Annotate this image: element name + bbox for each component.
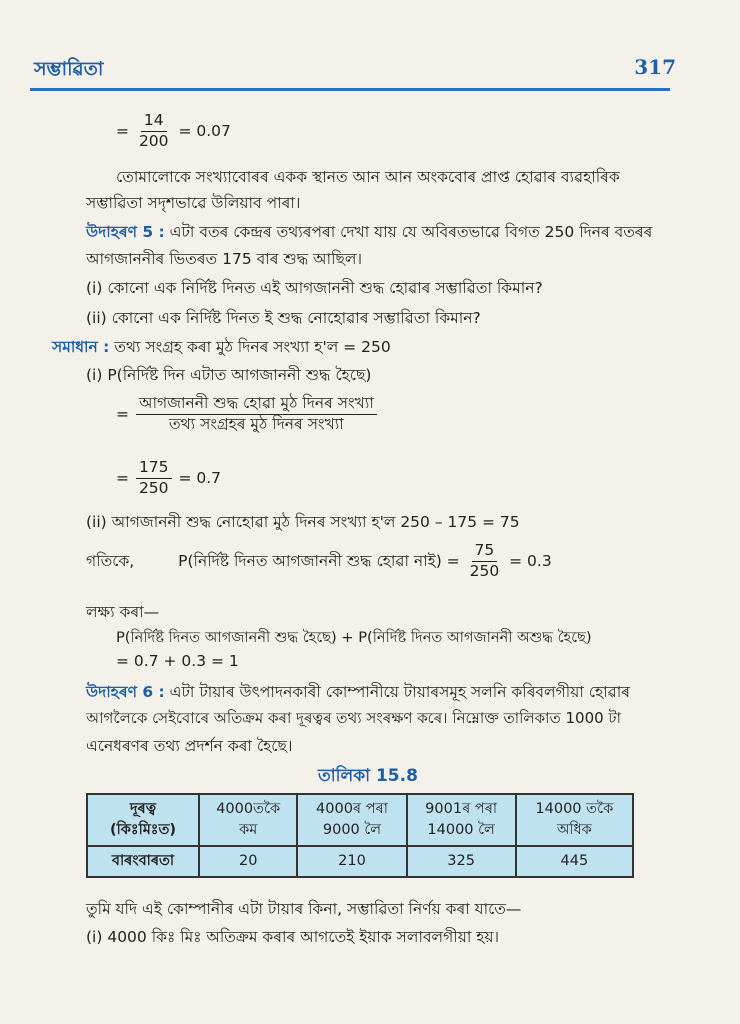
- example-6-label: উদাহৰণ 6 :: [86, 683, 165, 701]
- distance-frequency-table: [86, 793, 634, 878]
- word-fraction-line: = $\frac{\text{আগজাননী শুদ্ধ হোৱা মুঠ দিনৰ সংখ্যা}}{\text{তথ্য সংগ্ৰহৰ মুঠ দিনৰ সংখ্যা}}$: [116, 395, 379, 434]
- example-5-label: উদাহৰণ 5 :: [86, 223, 165, 241]
- example-6-line-1: উদাহৰণ 6 : এটা টায়াৰ উৎপাদনকাৰী কোম্পানীয়ে টায়াৰসমূহ সলনি কৰিবলগীয়া হোৱাৰ: [86, 683, 630, 701]
- paragraph-line: সম্ভাৱিতা সদৃশভাৱে উলিয়াব পাৰা।: [86, 194, 301, 212]
- fraction-175-250-line: = $\frac{175}{250}$ = 0.7: [116, 458, 222, 497]
- note-label: লক্ষ্য কৰা—: [86, 603, 160, 621]
- table-header-cell: 4000ৰ পৰা 9000 লৈ: [297, 794, 406, 846]
- question-i: (i) কোনো এক নিৰ্দিষ্ট দিনত এই আগজাননী শুদ্ধ হোৱাৰ সম্ভাৱিতা কিমান?: [86, 279, 543, 297]
- running-header-title: সম্ভাৱিতা: [34, 58, 104, 80]
- part-ii-line: (ii) আগজাননী শুদ্ধ নোহোৱা মুঠ দিনৰ সংখ্যা হ'ল 250 – 175 = 75: [86, 513, 520, 531]
- fraction-14-200: $\frac{14}{200}$: [138, 111, 169, 150]
- equation-line-1: = $\frac{14}{200}$ = 0.07: [116, 111, 231, 150]
- paragraph-line: তোমালোকে সংখ্যাবোৰৰ একক স্থানত আন আন অংকবোৰ প্ৰাপ্ত হোৱাৰ ব্যৱহাৰিক: [116, 168, 620, 186]
- table-cell: 20: [199, 846, 297, 877]
- table-header-cell: 4000তকৈ কম: [199, 794, 297, 846]
- solution-line: সমাধান : তথ্য সংগ্ৰহ কৰা মুঠ দিনৰ সংখ্যা হ'ল = 250: [52, 338, 391, 356]
- example-6-line-3: এনেধৰণৰ তথ্য প্ৰদৰ্শন কৰা হৈছে।: [86, 737, 293, 755]
- table-header-row: [87, 794, 633, 846]
- probability-expression: (i) P(নিৰ্দিষ্ট দিন এটাত আগজাননী শুদ্ধ হৈছে): [86, 366, 372, 384]
- table-cell: 445: [516, 846, 633, 877]
- table-cell: 210: [297, 846, 406, 877]
- table-cell: 325: [407, 846, 516, 877]
- table-caption: তালিকা 15.8: [318, 766, 418, 786]
- example-5-line-1: উদাহৰণ 5 : এটা বতৰ কেন্দ্ৰৰ তথ্যৰপৰা দেখা যায় যে অবিৰতভাৱে বিগত 250 দিনৰ বতৰৰ: [86, 223, 653, 241]
- word-fraction: $\frac{\text{আগজাননী শুদ্ধ হোৱা মুঠ দিনৰ সংখ্যা}}{\text{তথ্য সংগ্ৰহৰ মুঠ দিনৰ সংখ্যা}}$: [136, 395, 377, 434]
- fraction-175-250: $\frac{175}{250}$: [136, 459, 172, 498]
- table-row: [87, 846, 633, 877]
- table-row-label: বাৰংবাৰতা: [87, 846, 199, 877]
- page-number: 317: [634, 55, 676, 79]
- hence-line: গতিকে, P(নিৰ্দিষ্ট দিনত আগজাননী শুদ্ধ হোৱা নাই) = $\frac{75}{250}$ = 0.3: [86, 541, 552, 580]
- note-line-1: P(নিৰ্দিষ্ট দিনত আগজাননী শুদ্ধ হৈছে) + P(নিৰ্দিষ্ট দিনত আগজাননী অশুদ্ধ হৈছে): [116, 629, 592, 646]
- solution-label: সমাধান :: [52, 338, 110, 356]
- question-ii: (ii) কোনো এক নিৰ্দিষ্ট দিনত ই শুদ্ধ নোহোৱাৰ সম্ভাৱিতা কিমান?: [86, 309, 481, 327]
- example-5-line-2: আগজাননীৰ ভিতৰত 175 বাৰ শুদ্ধ আছিল।: [86, 250, 363, 268]
- header-rule: [30, 88, 670, 91]
- after-table-line-1: তুমি যদি এই কোম্পানীৰ এটা টায়াৰ কিনা, সম্ভাৱিতা নিৰ্ণয় কৰা যাতে—: [86, 900, 522, 918]
- table-header-label: দূৰত্ব (কিঃমিঃত): [87, 794, 199, 846]
- example-6-line-2: আগলৈকে সেইবোৰে অতিক্ৰম কৰা দূৰত্বৰ তথ্য সংৰক্ষণ কৰে। নিম্নোক্ত তালিকাত 1000 টা: [86, 709, 621, 727]
- note-line-2: = 0.7 + 0.3 = 1: [116, 652, 239, 670]
- table-header-cell: 14000 তকৈ অধিক: [516, 794, 633, 846]
- after-table-line-2: (i) 4000 কিঃ মিঃ অতিক্ৰম কৰাৰ আগতেই ইয়াক সলাবলগীয়া হয়।: [86, 928, 500, 946]
- table-header-cell: 9001ৰ পৰা 14000 লৈ: [407, 794, 516, 846]
- fraction-75-250: $\frac{75}{250}$: [469, 541, 500, 580]
